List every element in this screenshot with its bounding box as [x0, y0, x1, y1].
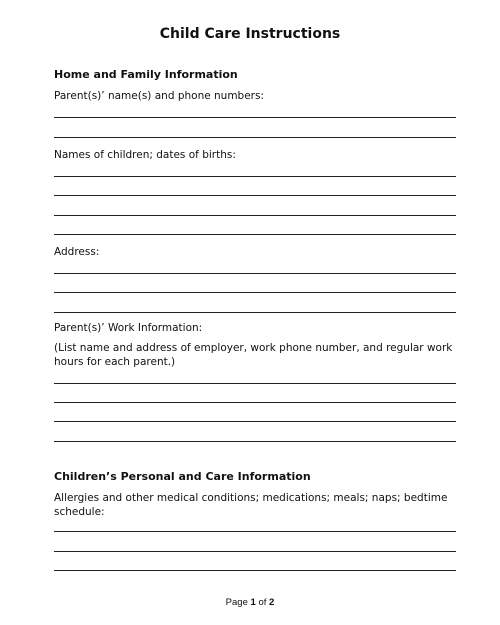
blank-line[interactable] [54, 570, 456, 571]
field-label-children-names: Names of children; dates of births: [54, 149, 236, 161]
blank-line[interactable] [54, 117, 456, 118]
blank-line[interactable] [54, 531, 456, 532]
blank-line[interactable] [54, 195, 456, 196]
blank-line[interactable] [54, 292, 456, 293]
field-instructions-work-info: (List name and address of employer, work phone number, and regular work hours for each parent.) [54, 342, 453, 368]
blank-line[interactable] [54, 551, 456, 552]
blank-line[interactable] [54, 383, 456, 384]
field-label-work-info: Parent(s)’ Work Information: [54, 322, 203, 334]
blank-line[interactable] [54, 273, 456, 274]
field-label-parent-names: Parent(s)’ name(s) and phone numbers: [54, 90, 265, 102]
section-heading-home-family: Home and Family Information [54, 68, 238, 81]
blank-line[interactable] [54, 215, 456, 216]
page-footer [0, 597, 500, 609]
blank-line[interactable] [54, 421, 456, 422]
page-word: Page [225, 597, 248, 608]
document-title: Child Care Instructions [159, 26, 341, 42]
blank-line[interactable] [54, 402, 456, 403]
blank-line[interactable] [54, 176, 456, 177]
total-pages-number: 2 [269, 597, 275, 608]
of-word: of [258, 597, 267, 608]
field-label-allergies-medical: Allergies and other medical conditions; medications; meals; naps; bedtime schedule: [54, 492, 448, 518]
field-label-address: Address: [54, 246, 100, 258]
blank-line[interactable] [54, 137, 456, 138]
blank-line[interactable] [54, 312, 456, 313]
section-heading-personal-care: Children’s Personal and Care Information [54, 470, 311, 483]
blank-line[interactable] [54, 234, 456, 235]
blank-line[interactable] [54, 441, 456, 442]
current-page-number: 1 [250, 597, 256, 608]
